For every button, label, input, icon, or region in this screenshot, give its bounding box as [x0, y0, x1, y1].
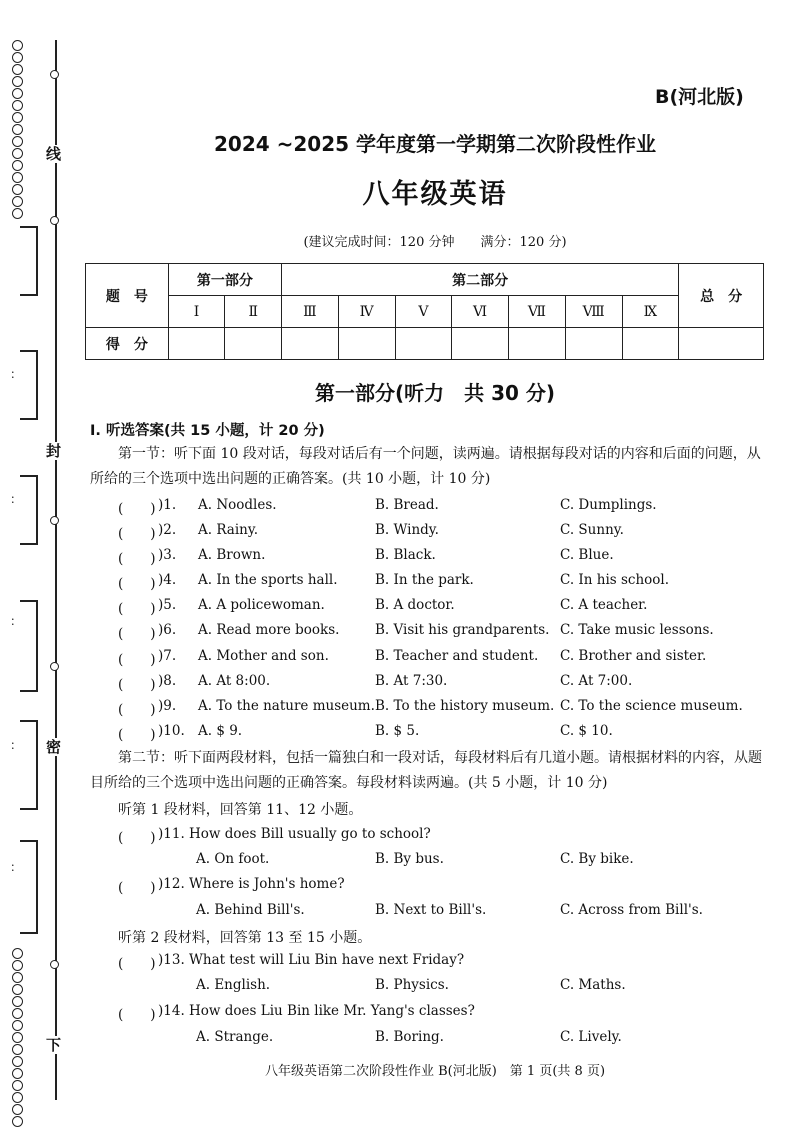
- option-a: A. At 8:00.: [198, 673, 271, 689]
- roman-numeral: Ⅶ: [508, 296, 565, 328]
- option-c: C. At 7:00.: [560, 673, 633, 689]
- question-number: )9.: [158, 698, 177, 714]
- answer-blank[interactable]: ( ): [118, 727, 156, 743]
- field-mark: ：: [10, 367, 23, 381]
- answer-blank[interactable]: ( ): [118, 501, 156, 517]
- question-9: [118, 698, 778, 722]
- roman-numeral: Ⅸ: [622, 296, 679, 328]
- edition-label: B(河北版): [655, 86, 744, 108]
- cut-line-ring: [50, 516, 59, 525]
- option-b: B. At 7:30.: [375, 673, 448, 689]
- page-footer: 八年级英语第二次阶段性作业 B(河北版) 第 1 页(共 8 页): [264, 1064, 606, 1079]
- total-score-cell[interactable]: [679, 328, 764, 360]
- question-number: )1.: [158, 497, 177, 513]
- field-mark: ：: [10, 614, 23, 628]
- question-1: [118, 497, 778, 521]
- option-b: B. Bread.: [375, 497, 439, 513]
- option-c: C. Lively.: [560, 1029, 622, 1045]
- question-number: )6.: [158, 622, 177, 638]
- question-10: [118, 723, 778, 747]
- table-header-part1: 第一部分: [168, 264, 281, 296]
- student-info-field: [20, 350, 38, 420]
- question-3: [118, 547, 778, 571]
- score-cell[interactable]: [395, 328, 452, 360]
- question-4: [118, 572, 778, 596]
- roman-numeral: V: [395, 296, 452, 328]
- subject-title: 八年级英语: [362, 179, 508, 210]
- material1-note: 听第 1 段材料，回答第 11、12 小题。: [118, 802, 363, 818]
- table-label-total: 总 分: [679, 264, 764, 328]
- option-a: A. Behind Bill's.: [196, 902, 305, 918]
- student-info-field: [20, 720, 38, 810]
- field-mark: ：: [10, 738, 23, 752]
- score-cell[interactable]: [168, 328, 225, 360]
- section1-instruction: 第一节：听下面 10 段对话，每段对话后有一个问题，读两遍。请根据每段对话的内容和后面的问题，从所给的三个选项中选出问题的正确答案。(共 10 小题，计 10 分): [90, 446, 761, 487]
- question-stem: )12. Where is John's home?: [158, 876, 345, 892]
- student-info-field: [20, 840, 38, 934]
- question-12-options: [118, 902, 778, 926]
- answer-blank[interactable]: ( ): [118, 601, 156, 617]
- option-c: C. Sunny.: [560, 522, 624, 538]
- cut-line-ring: [50, 662, 59, 671]
- material2-note: 听第 2 段材料，回答第 13 至 15 小题。: [118, 930, 372, 946]
- score-cell[interactable]: [452, 328, 509, 360]
- roman-numeral: Ⅱ: [225, 296, 282, 328]
- question-stem: )13. What test will Liu Bin have next Friday?: [158, 952, 465, 968]
- score-cell[interactable]: [225, 328, 282, 360]
- answer-blank[interactable]: ( ): [118, 702, 156, 718]
- time-note: (建议完成时间：120 分钟: [303, 235, 455, 250]
- option-c: C. Maths.: [560, 977, 626, 993]
- option-b: B. Windy.: [375, 522, 439, 538]
- exam-title: 2024 ~2025 学年度第一学期第二次阶段性作业: [213, 132, 656, 156]
- answer-blank[interactable]: ( ): [118, 576, 156, 592]
- answer-blank[interactable]: ( ): [118, 551, 156, 567]
- option-b: B. A doctor.: [375, 597, 455, 613]
- option-a: A. Rainy.: [198, 522, 258, 538]
- option-b: B. Boring.: [375, 1029, 444, 1045]
- option-b: B. Next to Bill's.: [375, 902, 487, 918]
- student-info-field: [20, 600, 38, 692]
- question-13-options: [118, 977, 778, 1001]
- option-a: A. Mother and son.: [198, 648, 329, 664]
- option-b: B. Teacher and student.: [375, 648, 539, 664]
- question-8: [118, 673, 778, 697]
- answer-blank[interactable]: ( ): [118, 526, 156, 542]
- binding-margin: [0, 0, 80, 1122]
- table-label-tihao: 题 号: [86, 264, 169, 328]
- option-c: C. Dumplings.: [560, 497, 657, 513]
- question-6: [118, 622, 778, 646]
- question-5: [118, 597, 778, 621]
- question-13: [118, 952, 778, 976]
- full-score-note: 满分：120 分): [480, 235, 567, 250]
- cut-line-ring: [50, 960, 59, 969]
- option-c: C. In his school.: [560, 572, 670, 588]
- section1-heading: I. 听选答案(共 15 小题，计 20 分): [90, 423, 325, 439]
- answer-blank[interactable]: ( ): [118, 830, 156, 846]
- cut-line: [55, 40, 57, 1100]
- option-b: B. $ 5.: [375, 723, 420, 739]
- question-7: [118, 648, 778, 672]
- option-b: B. Black.: [375, 547, 436, 563]
- question-2: [118, 522, 778, 546]
- cut-line-ring: [50, 216, 59, 225]
- roman-numeral: Ⅵ: [452, 296, 509, 328]
- punch-circles-top: [12, 40, 32, 219]
- question-12: [118, 876, 778, 900]
- answer-blank[interactable]: ( ): [118, 652, 156, 668]
- question-11-options: [118, 851, 778, 875]
- question-14-options: [118, 1029, 778, 1053]
- question-number: )5.: [158, 597, 177, 613]
- option-a: A. $ 9.: [198, 723, 243, 739]
- question-number: )3.: [158, 547, 177, 563]
- option-c: C. Blue.: [560, 547, 614, 563]
- roman-numeral: Ⅷ: [565, 296, 622, 328]
- score-cell[interactable]: [282, 328, 339, 360]
- binding-word-mi: 密: [46, 738, 62, 756]
- option-a: A. English.: [196, 977, 271, 993]
- table-header-part2: 第二部分: [282, 264, 679, 296]
- option-a: A. To the nature museum.: [198, 698, 375, 714]
- binding-word-xian: 线: [46, 145, 62, 163]
- question-number: )7.: [158, 648, 177, 664]
- option-a: A. A policewoman.: [198, 597, 325, 613]
- option-b: B. In the park.: [375, 572, 474, 588]
- option-c: C. Across from Bill's.: [560, 902, 703, 918]
- question-number: )10.: [158, 723, 185, 739]
- student-info-field: [20, 475, 38, 545]
- question-stem: )11. How does Bill usually go to school?: [158, 826, 431, 842]
- question-number: )8.: [158, 673, 177, 689]
- answer-blank[interactable]: ( ): [118, 880, 156, 896]
- question-number: )2.: [158, 522, 177, 538]
- field-mark: ：: [10, 492, 23, 506]
- option-a: A. Strange.: [196, 1029, 274, 1045]
- score-cell[interactable]: [508, 328, 565, 360]
- roman-numeral: I: [168, 296, 225, 328]
- option-c: C. A teacher.: [560, 597, 648, 613]
- answer-blank[interactable]: ( ): [118, 677, 156, 693]
- option-c: C. Take music lessons.: [560, 622, 714, 638]
- question-14: [118, 1003, 778, 1027]
- option-c: C. To the science museum.: [560, 698, 743, 714]
- answer-blank[interactable]: ( ): [118, 1007, 156, 1023]
- time-score-note: [90, 231, 780, 250]
- cut-line-ring: [50, 70, 59, 79]
- option-b: B. Physics.: [375, 977, 449, 993]
- option-b: B. To the history museum.: [375, 698, 555, 714]
- student-info-field: [20, 226, 38, 296]
- answer-blank[interactable]: ( ): [118, 626, 156, 642]
- option-c: C. By bike.: [560, 851, 634, 867]
- option-a: A. Brown.: [198, 547, 266, 563]
- question-number: )4.: [158, 572, 177, 588]
- binding-word-xia: 下: [46, 1036, 62, 1054]
- option-b: B. Visit his grandparents.: [375, 622, 550, 638]
- binding-word-feng: 封: [46, 442, 62, 460]
- option-b: B. By bus.: [375, 851, 444, 867]
- question-11: [118, 826, 778, 850]
- roman-numeral: Ⅲ: [282, 296, 339, 328]
- score-cell[interactable]: [622, 328, 679, 360]
- option-a: A. Read more books.: [198, 622, 340, 638]
- score-cell[interactable]: [565, 328, 622, 360]
- table-label-defen: 得 分: [86, 328, 169, 360]
- option-a: A. In the sports hall.: [198, 572, 338, 588]
- section2-instruction: 第二节：听下面两段材料，包括一篇独白和一段对话，每段材料后有几道小题。请根据材料的内容，从题目所给的三个选项中选出问题的正确答案。每段材料读两遍。(共 5 小题，计 10 分): [90, 750, 762, 791]
- score-table: [85, 263, 764, 360]
- field-mark: ：: [10, 860, 23, 874]
- punch-circles-bottom: [12, 948, 32, 1127]
- option-c: C. $ 10.: [560, 723, 613, 739]
- question-stem: )14. How does Liu Bin like Mr. Yang's classes?: [158, 1003, 475, 1019]
- part1-title: 第一部分(听力 共 30 分): [314, 381, 556, 405]
- option-c: C. Brother and sister.: [560, 648, 707, 664]
- score-cell[interactable]: [338, 328, 395, 360]
- roman-numeral: Ⅳ: [338, 296, 395, 328]
- option-a: A. Noodles.: [198, 497, 277, 513]
- option-a: A. On foot.: [196, 851, 270, 867]
- answer-blank[interactable]: ( ): [118, 956, 156, 972]
